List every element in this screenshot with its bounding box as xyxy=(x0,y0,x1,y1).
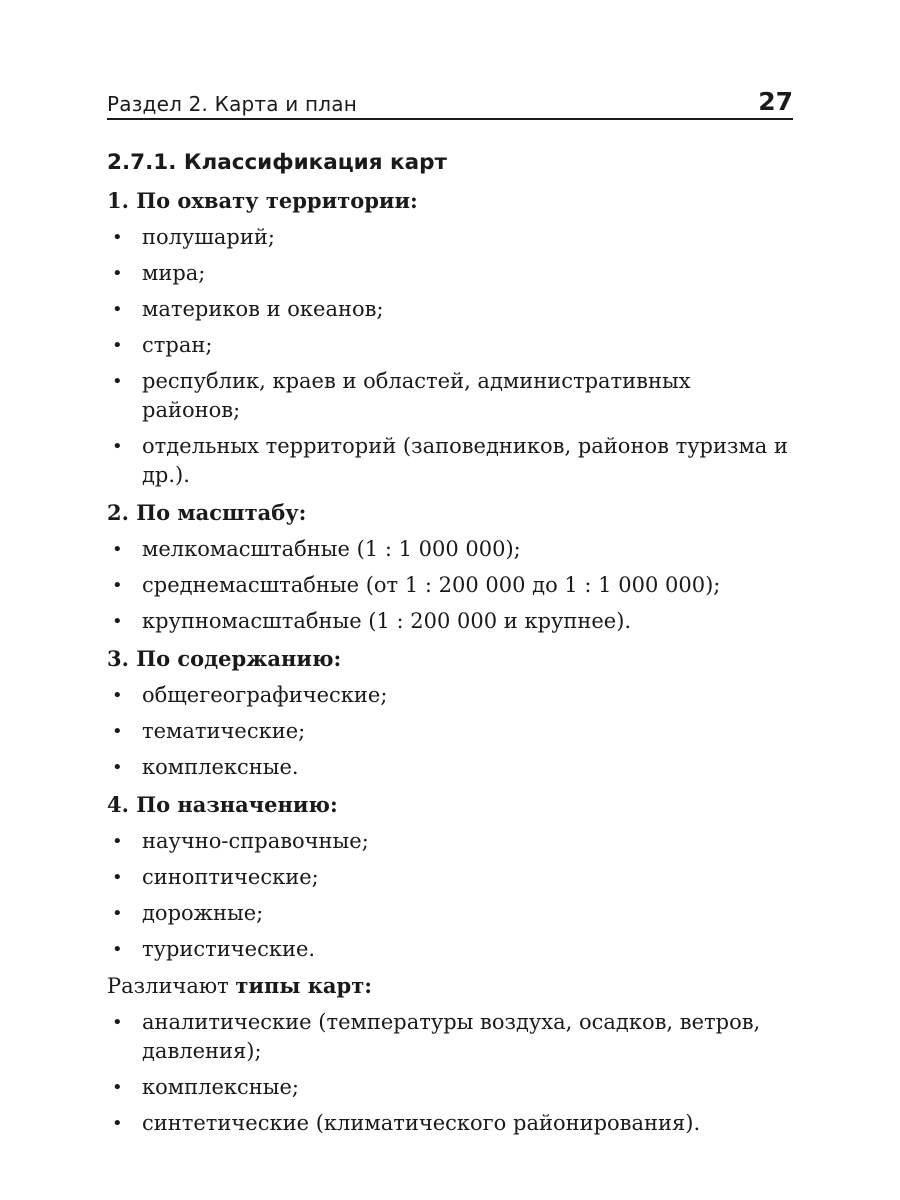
category-heading: 1. По охвату территории: xyxy=(107,188,418,213)
list-item-text: дорожные; xyxy=(142,901,264,925)
bullet-icon: • xyxy=(112,539,123,560)
bullet-icon: • xyxy=(112,611,123,632)
list-item-text: комплексные; xyxy=(142,1075,299,1099)
category-list xyxy=(107,223,793,490)
running-header xyxy=(107,82,793,120)
list-item-text: отдельных территорий (заповедников, районов туризма и др.). xyxy=(142,434,788,487)
list-item xyxy=(107,1008,793,1066)
list-item xyxy=(107,863,793,892)
bullet-icon: • xyxy=(112,831,123,852)
bullet-icon: • xyxy=(112,335,123,356)
list-item-text: синтетические (климатического районирования). xyxy=(142,1111,701,1135)
list-item-text: туристические. xyxy=(142,937,316,961)
list-item-text: аналитические (температуры воздуха, осадков, ветров, давления); xyxy=(142,1010,761,1063)
bullet-icon: • xyxy=(112,227,123,248)
list-item xyxy=(107,432,793,490)
types-intro-text: Различают xyxy=(107,974,236,998)
bullet-icon: • xyxy=(112,1113,123,1134)
list-item-text: среднемасштабные (от 1 : 200 000 до 1 : 1 000 000); xyxy=(142,573,721,597)
list-item xyxy=(107,753,793,782)
bullet-icon: • xyxy=(112,939,123,960)
category-heading: 3. По содержанию: xyxy=(107,646,342,671)
list-item xyxy=(107,1109,793,1138)
running-header-title: Раздел 2. Карта и план xyxy=(107,92,358,116)
bullet-icon: • xyxy=(112,575,123,596)
list-item xyxy=(107,295,793,324)
bullet-icon: • xyxy=(112,757,123,778)
list-item-text: тематические; xyxy=(142,719,306,743)
list-item xyxy=(107,935,793,964)
bullet-icon: • xyxy=(112,867,123,888)
list-item xyxy=(107,607,793,636)
bullet-icon: • xyxy=(112,436,123,457)
list-item-text: мира; xyxy=(142,261,206,285)
list-item-text: общегеографические; xyxy=(142,683,388,707)
bullet-icon: • xyxy=(112,721,123,742)
category-list xyxy=(107,681,793,782)
section-title: 2.7.1. Классификация карт xyxy=(107,150,447,175)
list-item-text: стран; xyxy=(142,333,213,357)
bullet-icon: • xyxy=(112,371,123,392)
list-item xyxy=(107,717,793,746)
content xyxy=(107,186,793,1138)
bullet-icon: • xyxy=(112,1012,123,1033)
page-number: 27 xyxy=(758,87,793,116)
list-item xyxy=(107,367,793,425)
list-item xyxy=(107,223,793,252)
types-list xyxy=(107,1008,793,1138)
list-item xyxy=(107,899,793,928)
list-item-text: мелкомасштабные (1 : 1 000 000); xyxy=(142,537,521,561)
category-heading: 4. По назначению: xyxy=(107,792,338,817)
list-item-text: полушарий; xyxy=(142,225,275,249)
list-item xyxy=(107,1073,793,1102)
list-item-text: республик, краев и областей, административных районов; xyxy=(142,369,691,422)
list-item-text: синоптические; xyxy=(142,865,319,889)
bullet-icon: • xyxy=(112,299,123,320)
types-intro-bold: типы карт: xyxy=(235,973,372,998)
list-item xyxy=(107,827,793,856)
list-item xyxy=(107,331,793,360)
book-page xyxy=(107,82,793,1138)
list-item-text: материков и океанов; xyxy=(142,297,384,321)
category-list xyxy=(107,535,793,636)
list-item-text: крупномасштабные (1 : 200 000 и крупнее). xyxy=(142,609,632,633)
list-item xyxy=(107,259,793,288)
list-item-text: научно-справочные; xyxy=(142,829,369,853)
types-intro xyxy=(107,971,793,1001)
bullet-icon: • xyxy=(112,263,123,284)
list-item xyxy=(107,535,793,564)
category-list xyxy=(107,827,793,964)
list-item xyxy=(107,571,793,600)
list-item-text: комплексные. xyxy=(142,755,299,779)
list-item xyxy=(107,681,793,710)
bullet-icon: • xyxy=(112,903,123,924)
bullet-icon: • xyxy=(112,1077,123,1098)
bullet-icon: • xyxy=(112,685,123,706)
category-heading: 2. По масштабу: xyxy=(107,500,307,525)
